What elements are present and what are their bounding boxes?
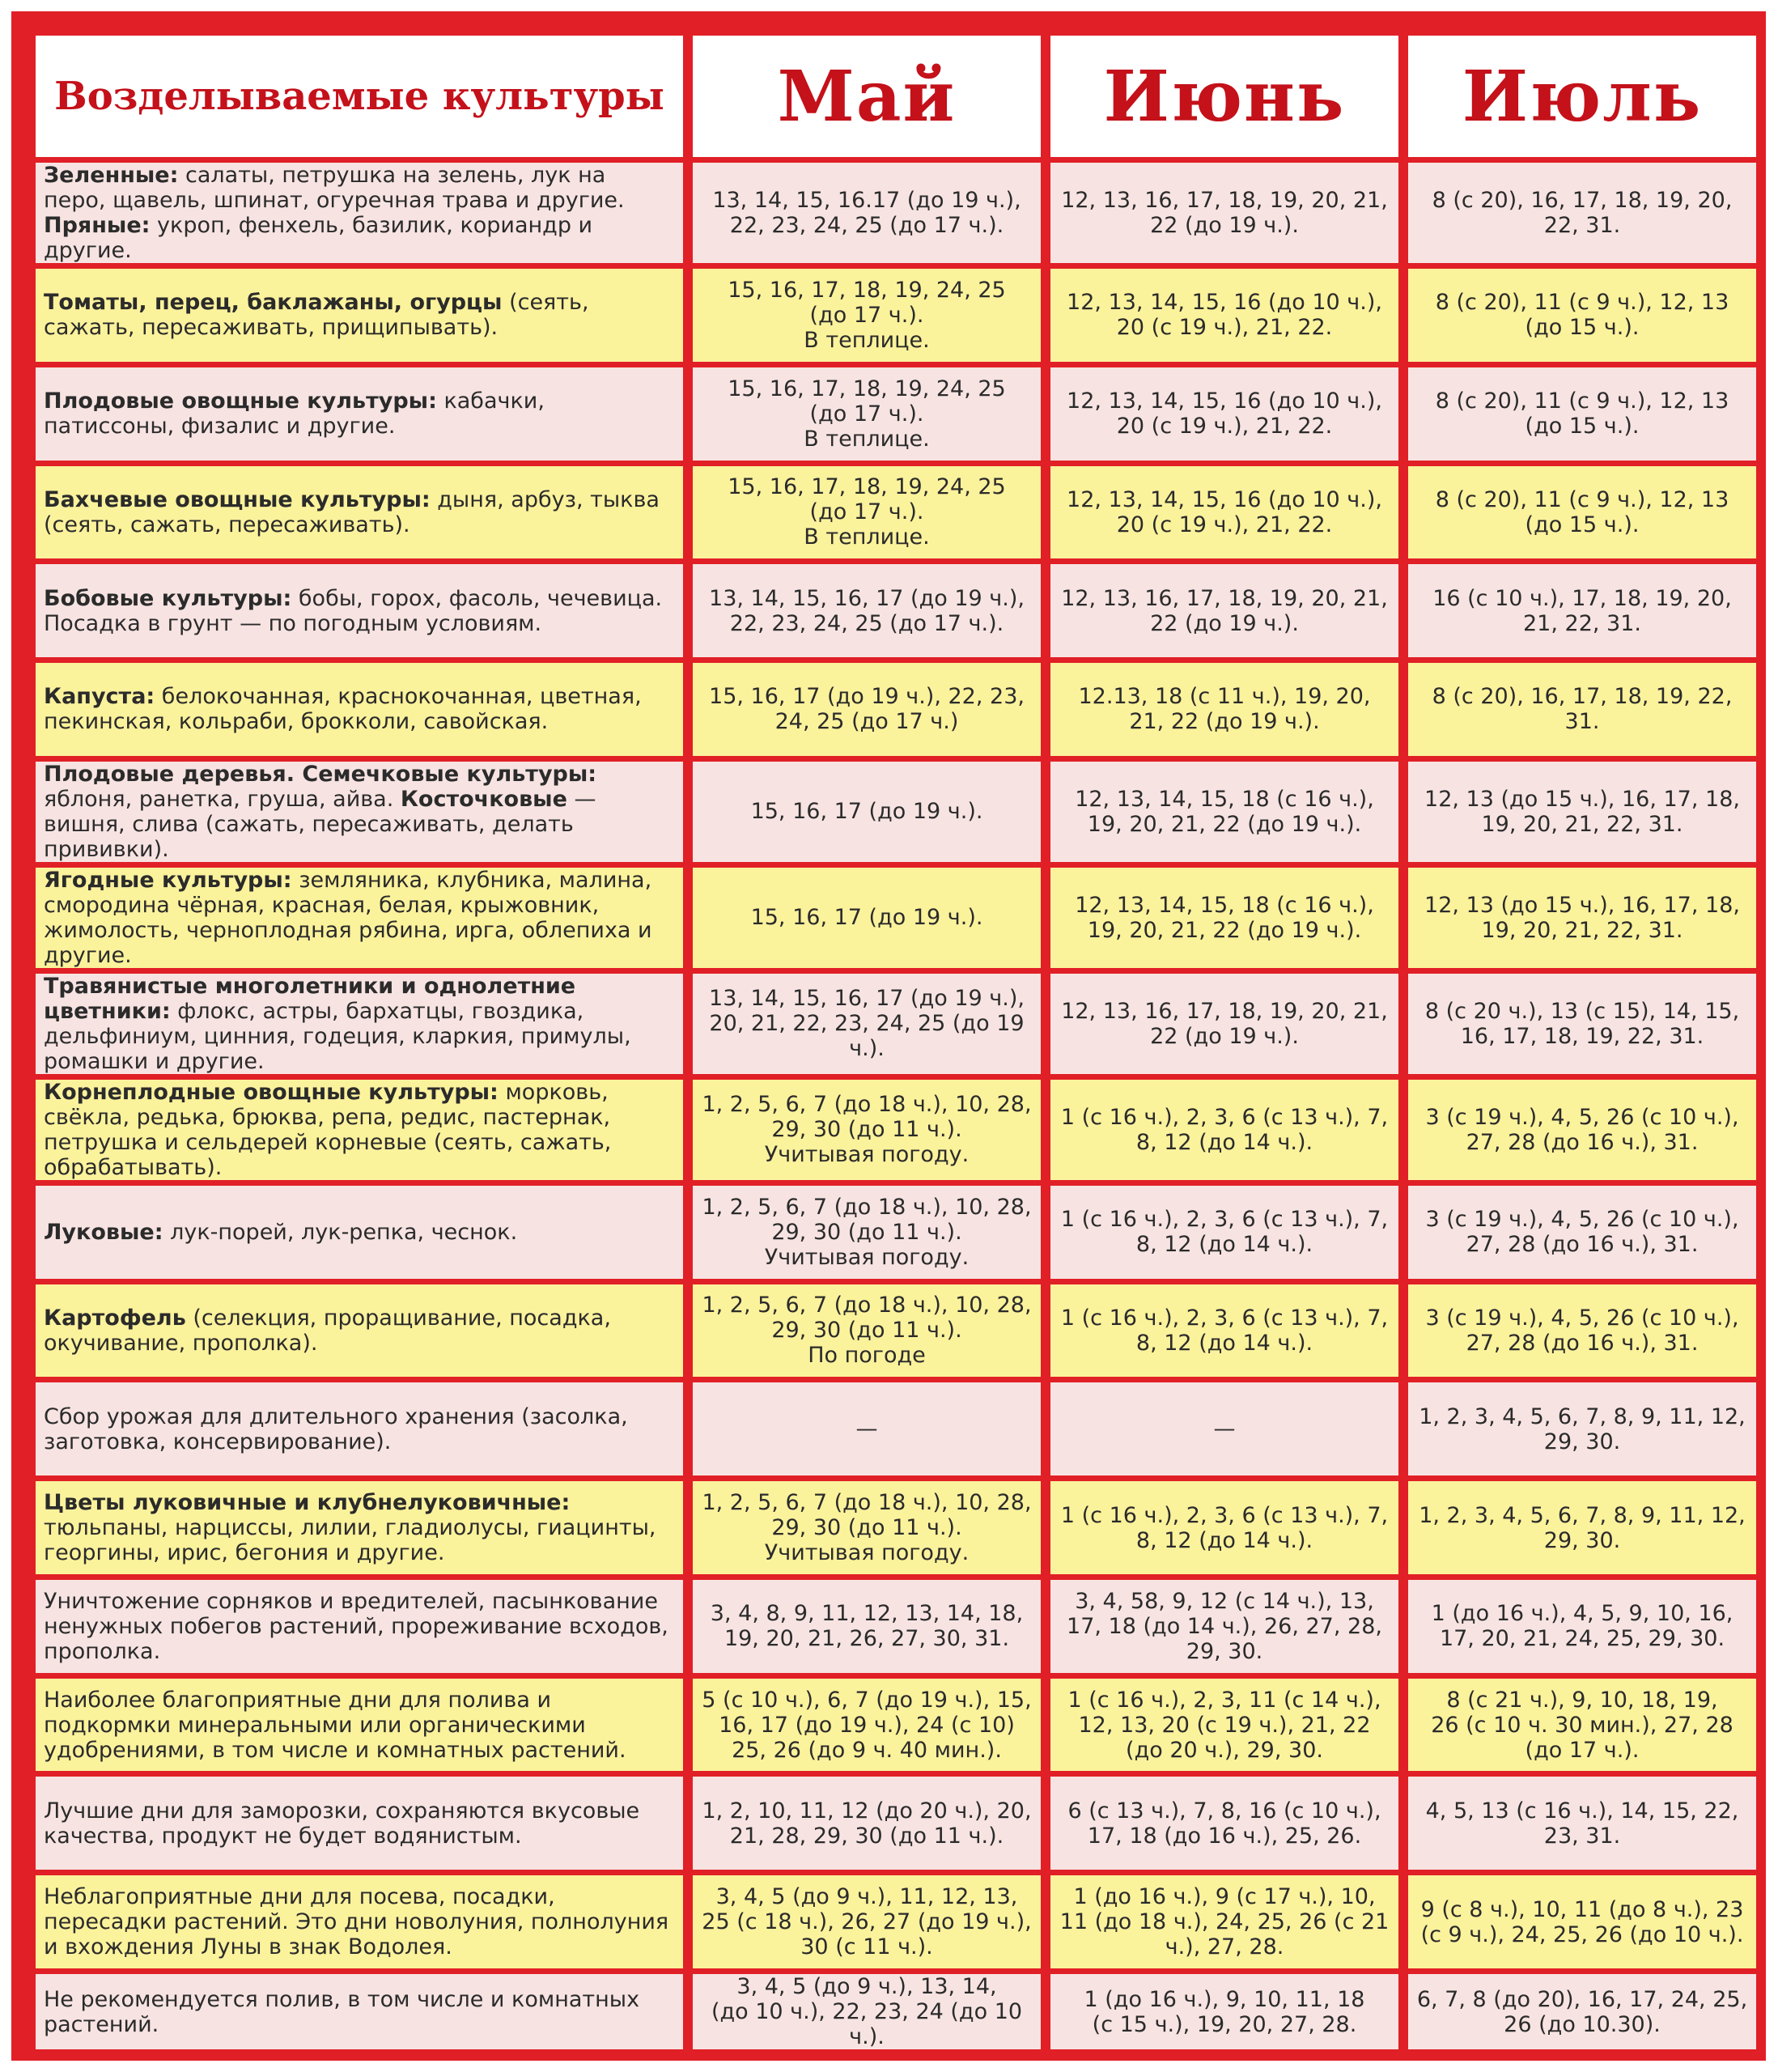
dates-july-cell: 8 (с 21 ч.), 9, 10, 18, 19, 26 (с 10 ч. 30 мин.), 27, 28 (до 17 ч.). [1408,1679,1756,1772]
crop-name: Плодовые овощные культуры: [44,388,437,414]
crop-note: флокс, астры, бархатцы, гвоздика, дельфиниум, цинния, годеция, кларкия, примулы, ромашки и другие. [44,998,631,1074]
crop-text [44,1688,673,1763]
crop-cell [36,1080,683,1180]
crop-note: тюльпаны, нарциссы, лилии, гладиолусы, гиацинты, георгины, ирис, бегония и другие. [44,1515,656,1566]
crop-cell [36,466,683,559]
crop-cell [36,163,683,263]
dates-june-cell: 1 (до 16 ч.), 9, 10, 11, 18 (с 15 ч.), 19, 20, 27, 28. [1050,1974,1398,2049]
crop-name: Зеленные: [44,163,179,188]
crop-cell [36,1974,683,2049]
crop-note: дыня, арбуз, тыква (сеять, сажать, пересаживать). [44,486,660,537]
crop-note: — вишня, слива (сажать, пересаживать, делать прививки). [44,786,596,862]
crop-note: укроп, фенхель, базилик, кориандр и другие. [44,213,593,263]
dates-june-cell: 12, 13, 14, 15, 16 (до 10 ч.), 20 (с 19 ч.), 21, 22. [1050,367,1398,461]
dates-july-cell: 8 (с 20), 11 (с 9 ч.), 12, 13 (до 15 ч.). [1408,269,1756,362]
dates-may-cell: 1, 2, 5, 6, 7 (до 18 ч.), 10, 28, 29, 30 (до 11 ч.). Учитывая погоду. [693,1481,1041,1574]
dates-may-cell: 15, 16, 17, 18, 19, 24, 25 (до 17 ч.). В теплице. [693,466,1041,559]
crop-note: лук-порей, лук-репка, чеснок. [163,1219,518,1245]
crop-note: Лучшие дни для заморозки, сохраняются вкусовые качества, продукт не будет водянистым. [44,1798,640,1849]
dates-july-cell: 3 (с 19 ч.), 4, 5, 26 (с 10 ч.), 27, 28 (до 16 ч.), 31. [1408,1284,1756,1378]
dates-may-cell: 1, 2, 10, 11, 12 (до 20 ч.), 20, 21, 28, 29, 30 (до 11 ч.). [693,1777,1041,1870]
dates-july-cell: 4, 5, 13 (с 16 ч.), 14, 15, 22, 23, 31. [1408,1777,1756,1870]
dates-may-cell: 3, 4, 5 (до 9 ч.), 11, 12, 13, 25 (с 18 ч.), 26, 27 (до 19 ч.), 30 (с 11 ч.). [693,1875,1041,1968]
crop-text [44,1987,673,2037]
dates-june-cell: 1 (с 16 ч.), 2, 3, 6 (с 13 ч.), 7, 8, 12 (до 14 ч.). [1050,1284,1398,1378]
dates-june-cell: 12, 13, 16, 17, 18, 19, 20, 21, 22 (до 19 ч.). [1050,163,1398,263]
crop-cell [36,367,683,461]
crop-text [44,290,673,340]
dates-june-cell: 1 (с 16 ч.), 2, 3, 6 (с 13 ч.), 7, 8, 12 (до 14 ч.). [1050,1481,1398,1574]
crop-note: салаты, петрушка на зелень, лук на перо, щавель, шпинат, огуречная трава и другие. [44,163,625,213]
dates-june-cell: 12, 13, 16, 17, 18, 19, 20, 21, 22 (до 19 ч.). [1050,564,1398,657]
crop-name: Косточковые [400,786,567,812]
dates-june-cell: 1 (с 16 ч.), 2, 3, 6 (с 13 ч.), 7, 8, 12 (до 14 ч.). [1050,1080,1398,1180]
dates-july-cell: 16 (с 10 ч.), 17, 18, 19, 20, 21, 22, 31. [1408,564,1756,657]
planting-calendar-table [36,36,1758,2049]
crop-note: земляника, клубника, малина, смородина чёрная, красная, белая, крыжовник, жимолость, черноплодная рябина, ирга, облепиха и другие. [44,867,652,968]
dates-may-cell: 3, 4, 5 (до 9 ч.), 13, 14, (до 10 ч.), 22, 23, 24 (до 10 ч.). [693,1974,1041,2049]
crop-note: морковь, свёкла, редька, брюква, репа, редис, пастернак, петрушка и сельдерей корневые (сеять, сажать, обрабатывать). [44,1079,612,1180]
table-frame [11,11,1766,2061]
crop-cell [36,974,683,1074]
dates-may-cell: — [693,1382,1041,1475]
dates-june-cell: 12.13, 18 (с 11 ч.), 19, 20, 21, 22 (до 19 ч.). [1050,663,1398,756]
crop-cell [36,762,683,862]
dates-june-cell: — [1050,1382,1398,1475]
dates-may-cell: 3, 4, 8, 9, 11, 12, 13, 14, 18, 19, 20, 21, 26, 27, 30, 31. [693,1580,1041,1673]
crop-cell [36,1875,683,1968]
crop-note: яблоня, ранетка, груша, айва. [44,786,401,812]
dates-july-cell: 1 (до 16 ч.), 4, 5, 9, 10, 16, 17, 20, 21, 24, 25, 29, 30. [1408,1580,1756,1673]
crop-note: (сеять, сажать, пересаживать, прищипывать). [44,290,589,341]
dates-may-cell: 13, 14, 15, 16, 17 (до 19 ч.), 22, 23, 24, 25 (до 17 ч.). [693,564,1041,657]
dates-july-cell: 3 (с 19 ч.), 4, 5, 26 (с 10 ч.), 27, 28 (до 16 ч.), 31. [1408,1186,1756,1279]
dates-july-cell: 8 (с 20), 11 (с 9 ч.), 12, 13 (до 15 ч.). [1408,466,1756,559]
crop-note: Неблагоприятные дни для посева, посадки, пересадки растений. Это дни новолуния, полнолуния и вхождения Луны в знак Водолея. [44,1884,669,1960]
crop-name: Пряные: [44,213,151,238]
crop-note: Сбор урожая для длительного хранения (засолка, заготовка, консервирование). [44,1403,628,1454]
crop-cell [36,1777,683,1870]
crop-cell [36,1382,683,1475]
dates-july-cell: 8 (с 20), 16, 17, 18, 19, 22, 31. [1408,663,1756,756]
dates-july-cell: 12, 13 (до 15 ч.), 16, 17, 18, 19, 20, 21, 22, 31. [1408,868,1756,968]
crop-note: бобы, горох, фасоль, чечевица. Посадка в грунт — по погодным условиям. [44,585,663,636]
dates-may-cell: 1, 2, 5, 6, 7 (до 18 ч.), 10, 28, 29, 30 (до 11 ч.). По погоде [693,1284,1041,1378]
dates-june-cell: 12, 13, 14, 15, 18 (с 16 ч.), 19, 20, 21, 22 (до 19 ч.). [1050,762,1398,862]
crop-cell [36,1580,683,1673]
dates-may-cell: 5 (с 10 ч.), 6, 7 (до 19 ч.), 15, 16, 17 (до 19 ч.), 24 (с 10) 25, 26 (до 9 ч. 40 мин.). [693,1679,1041,1772]
crop-cell [36,663,683,756]
crop-note: белокочанная, краснокочанная, цветная, пекинская, кольраби, брокколи, савойская. [44,684,642,735]
header-crops: Возделываемые культуры [36,36,683,157]
dates-july-cell: 3 (с 19 ч.), 4, 5, 26 (с 10 ч.), 27, 28 (до 16 ч.), 31. [1408,1080,1756,1180]
crop-text [44,163,673,263]
crop-name: Картофель [44,1305,186,1331]
dates-may-cell: 13, 14, 15, 16, 17 (до 19 ч.), 20, 21, 22, 23, 24, 25 (до 19 ч.). [693,974,1041,1074]
crop-note: кабачки, патиссоны, физалис и другие. [44,388,545,439]
crop-text [44,1589,673,1664]
crop-text [44,1404,673,1454]
crop-name: Травянистые многолетники и однолетние цветники: [44,973,576,1024]
dates-june-cell: 1 (с 16 ч.), 2, 3, 6 (с 13 ч.), 7, 8, 12 (до 14 ч.). [1050,1186,1398,1279]
crop-text [44,388,673,439]
dates-july-cell: 12, 13 (до 15 ч.), 16, 17, 18, 19, 20, 21, 22, 31. [1408,762,1756,862]
dates-july-cell: 8 (с 20), 11 (с 9 ч.), 12, 13 (до 15 ч.). [1408,367,1756,461]
dates-may-cell: 15, 16, 17 (до 19 ч.), 22, 23, 24, 25 (до 17 ч.) [693,663,1041,756]
crop-text [44,974,673,1074]
dates-june-cell: 3, 4, 58, 9, 12 (с 14 ч.), 13, 17, 18 (до 14 ч.), 26, 27, 28, 29, 30. [1050,1580,1398,1673]
dates-june-cell: 12, 13, 14, 15, 16 (до 10 ч.), 20 (с 19 ч.), 21, 22. [1050,269,1398,362]
crop-note: Не рекомендуется полив, в том числе и комнатных растений. [44,1986,640,2037]
crop-name: Корнеплодные овощные культуры: [44,1079,499,1105]
dates-july-cell: 9 (с 8 ч.), 10, 11 (до 8 ч.), 23 (с 9 ч.), 24, 25, 26 (до 10 ч.). [1408,1875,1756,1968]
crop-note: Наиболее благоприятные дни для полива и подкормки минеральными или органическими удобрениями, в том числе и комнатных растений. [44,1687,626,1763]
crop-text [44,1080,673,1180]
dates-may-cell: 1, 2, 5, 6, 7 (до 18 ч.), 10, 28, 29, 30 (до 11 ч.). Учитывая погоду. [693,1186,1041,1279]
crop-name: Ягодные культуры: [44,867,292,893]
dates-may-cell: 13, 14, 15, 16.17 (до 19 ч.), 22, 23, 24, 25 (до 17 ч.). [693,163,1041,263]
crop-cell [36,1186,683,1279]
dates-june-cell: 12, 13, 16, 17, 18, 19, 20, 21, 22 (до 19 ч.). [1050,974,1398,1074]
crop-cell [36,1679,683,1772]
crop-text [44,487,673,537]
dates-june-cell: 6 (с 13 ч.), 7, 8, 16 (с 10 ч.), 17, 18 (до 16 ч.), 25, 26. [1050,1777,1398,1870]
crop-text [44,762,673,862]
dates-may-cell: 15, 16, 17, 18, 19, 24, 25 (до 17 ч.). В теплице. [693,269,1041,362]
dates-may-cell: 15, 16, 17, 18, 19, 24, 25 (до 17 ч.). В теплице. [693,367,1041,461]
crop-text [44,1220,517,1245]
crop-cell [36,564,683,657]
dates-july-cell: 1, 2, 3, 4, 5, 6, 7, 8, 9, 11, 12, 29, 30. [1408,1481,1756,1574]
dates-may-cell: 15, 16, 17 (до 19 ч.). [693,868,1041,968]
header-month-july: Июль [1408,36,1756,157]
crop-text [44,684,673,734]
crop-cell [36,868,683,968]
crop-cell [36,269,683,362]
dates-july-cell: 1, 2, 3, 4, 5, 6, 7, 8, 9, 11, 12, 29, 30. [1408,1382,1756,1475]
dates-july-cell: 8 (с 20), 16, 17, 18, 19, 20, 22, 31. [1408,163,1756,263]
dates-june-cell: 12, 13, 14, 15, 18 (с 16 ч.), 19, 20, 21, 22 (до 19 ч.). [1050,868,1398,968]
dates-may-cell: 15, 16, 17 (до 19 ч.). [693,762,1041,862]
dates-june-cell: 1 (до 16 ч.), 9 (с 17 ч.), 10, 11 (до 18 ч.), 24, 25, 26 (с 21 ч.), 27, 28. [1050,1875,1398,1968]
crop-text [44,1798,673,1849]
crop-text [44,586,673,636]
crop-note: Уничтожение сорняков и вредителей, пасынкование ненужных побегов растений, прореживание всходов, прополка. [44,1588,668,1664]
crop-name: Бобовые культуры: [44,585,292,611]
dates-july-cell: 8 (с 20 ч.), 13 (с 15), 14, 15, 16, 17, 18, 19, 22, 31. [1408,974,1756,1074]
crop-note: (селекция, проращивание, посадка, окучивание, прополка). [44,1305,611,1356]
header-month-june: Июнь [1050,36,1398,157]
crop-name: Цветы луковичные и клубнелуковичные: [44,1490,571,1516]
crop-cell [36,1284,683,1378]
crop-name: Томаты, перец, баклажаны, огурцы [44,290,503,316]
dates-june-cell: 1 (с 16 ч.), 2, 3, 11 (с 14 ч.), 12, 13, 20 (с 19 ч.), 21, 22 (до 20 ч.), 29, 30. [1050,1679,1398,1772]
crop-cell [36,1481,683,1574]
crop-text [44,1306,673,1356]
crop-text [44,868,673,968]
crop-name: Луковые: [44,1219,163,1245]
crop-name: Бахчевые овощные культуры: [44,486,431,512]
crop-text [44,1884,673,1959]
crop-text [44,1490,673,1565]
dates-may-cell: 1, 2, 5, 6, 7 (до 18 ч.), 10, 28, 29, 30 (до 11 ч.). Учитывая погоду. [693,1080,1041,1180]
crop-name: Плодовые деревья. Семечковые культуры: [44,761,597,787]
dates-july-cell: 6, 7, 8 (до 20), 16, 17, 24, 25, 26 (до 10.30). [1408,1974,1756,2049]
dates-june-cell: 12, 13, 14, 15, 16 (до 10 ч.), 20 (с 19 ч.), 21, 22. [1050,466,1398,559]
header-month-may: Май [693,36,1041,157]
crop-name: Капуста: [44,684,155,710]
